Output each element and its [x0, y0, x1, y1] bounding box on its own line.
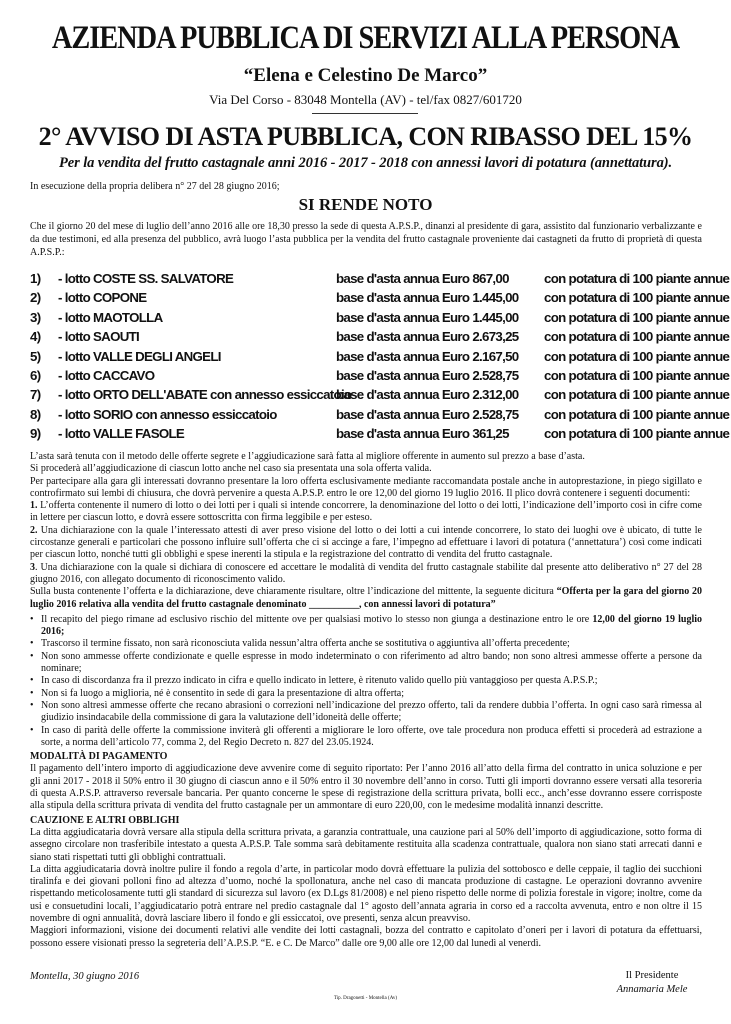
page-title: AZIENDA PUBBLICA DI SERVIZI ALLA PERSONA: [51, 20, 680, 56]
lot-name: - lotto SAOUTI: [58, 329, 140, 345]
rule-item: • Non si fa luogo a miglioria, né è consentito in sede di gara la presentazione di altra offerta;: [30, 688, 702, 700]
lot-number: 9): [30, 426, 41, 442]
institution-name: “Elena e Celestino De Marco”: [243, 65, 488, 86]
lot-row: [30, 329, 730, 348]
document-3: 3. Una dichiarazione con la quale si dichiara di conoscere ed accettare le modalità di vendita del frutto castagnale stabilite dal presente atto deliberativo n° 27 del 28 giugno 2016, con allegato documento di riconoscimento valido.: [30, 561, 702, 585]
notice-title: 2° AVVISO DI ASTA PUBBLICA, CON RIBASSO DEL 15%: [38, 122, 693, 151]
document-2: 2. Una dichiarazione con la quale l’interessato attesti di aver preso visione del lotto o dei lotti a cui intende concorrere, lo stato dei luoghi ove è ubicato, di tutte le circostanze generali e particolari che possono influire sull’offerta che ci si accinge a fare, l’impegno ad effettuare i lavori di potatura (‘annettatura’) così come indicati per ciascun lotto, nonché tutti gli obblighi e spese inerenti la stipula e la registrazione del contratto di vendita del frutto castagnale.: [30, 524, 702, 561]
lot-row: [30, 406, 730, 426]
section-heading: SI RENDE NOTO: [298, 195, 433, 214]
document-1: 1. L’offerta contenente il numero di lotto o dei lotti per i quali si intende concorrere, la denominazione del lotto o dei lotti, l’indicazione dell’importo così in cifre come in lettere per ciascun lotto, e dovrà essere sottoscritta con firma leggibile e per esteso.: [30, 500, 702, 524]
printer-credit: Tip. Dragonetti - Montella (Av): [333, 996, 398, 1001]
resolution-reference: In esecuzione della propria delibera n° 27 del 28 giugno 2016;: [30, 181, 280, 192]
lot-row: [30, 348, 730, 368]
obligations-text: La ditta aggiudicataria dovrà inoltre pulire il fondo a regola d’arte, in particolar modo dovrà effettuare la pulizia del sottobosco e delle ceppaie, il taglio dei succhioni tiralinfa e dei giovani polloni fino ad altezza d’uomo, noché la spollonatura, anche nel caso di mancata produzione di castagne. Le operazioni dovranno avvenire rispettando meticolosamente tutti gli standard di sicurezza sul lavoro (ex D.Lgs 81/2008) e nel pieno rispetto delle norme di polizia forestale in vigore; inoltre, come da usi e consuetudini locali, l’aggiudicatario potrà entrare nel predio castagnale dal 1° agosto dell’annata agraria in corso ed a raccolta avvenuta, entro e non oltre il 15 novembre di ogni annualità, dovrà lasciare libero il fondo e gli essiccatoi, ove presenti, senza alcun preavviso.: [30, 863, 702, 924]
rule-item: • Non sono ammesse offerte condizionate e quelle espresse in modo indeterminato o con riferimento ad altro bando; non sono altresì ammesse offerte a persone da nominare;: [30, 651, 702, 676]
lot-pruning: con potatura di 100 piante annue: [544, 406, 730, 422]
rule-item: • In caso di discordanza fra il prezzo indicato in cifra e quello indicato in lettere, è ritenuto valido quello più vantaggioso per questa A.P.S.P.;: [30, 675, 702, 687]
lot-base-price: base d'asta annua Euro 1.445,00: [336, 290, 519, 306]
lot-name: - lotto CACCAVO: [58, 367, 155, 383]
lot-name: - lotto COPONE: [58, 290, 147, 306]
lot-name: - lotto MAOTOLLA: [58, 309, 163, 325]
lot-row: [30, 309, 730, 329]
lot-pruning: con potatura di 100 piante annue: [544, 426, 730, 442]
lot-base-price: base d'asta annua Euro 361,25: [336, 426, 509, 442]
lot-row: [30, 290, 730, 309]
lot-pruning: con potatura di 100 piante annue: [544, 387, 730, 403]
lot-base-price: base d'asta annua Euro 2.312,00: [336, 387, 519, 403]
rules-list: [30, 614, 702, 749]
payment-text: Il pagamento dell’intero importo di aggiudicazione deve avvenire come di seguito riportato: Per l’anno 2016 all’atto della firma del contratto in unica soluzione e per gli anni 2017 - 2018 il 50% entro il 30 giugno di ciascun anno e il 50% entro il 30 novembre dell’anno in corso. Tutti gli importi dovranno essere versati alla tesoreria di questa A.P.S.P. attraverso reversale bancaria. Per quanto concerne le spese di registrazione della scrittura privata, bolli ecc., anch’esse dovranno essere corrisposte alla stipula della scrittura privata di vendita del frutto castagnale per un ammontare di euro 220,00, con le medesime modalità innanzi descritte.: [30, 763, 702, 812]
lots-list: [30, 271, 730, 446]
envelope-wording: Sulla busta contenente l’offerta e la dichiarazione, deve chiaramente risultare, oltre l’indicazione del mittente, la seguente dicitura “Offerta per la gara del giorno 20 luglio 2016 relativa alla vendita del frutto castagnale denominato __________, con annessi lavori di potatura”: [30, 586, 702, 610]
lot-name: - lotto VALLE FASOLE: [58, 426, 185, 442]
lot-base-price: base d'asta annua Euro 2.528,75: [336, 406, 519, 422]
lot-base-price: base d'asta annua Euro 2.167,50: [336, 348, 519, 364]
lot-row: [30, 271, 730, 290]
rule-item: • In caso di parità delle offerte la commissione inviterà gli offerenti a migliorare le loro offerte, ove tale procedura non produca effetti si procederà ad estrazione a sorte, a norma dell’articolo 77, comma 2, del Regio Decreto n. 827 del 23.05.1924.: [30, 725, 702, 750]
lot-row: [30, 426, 730, 445]
lot-name: - lotto ORTO DELL'ABATE con annesso essiccatoio: [58, 387, 352, 403]
lot-number: 5): [30, 348, 41, 364]
lot-pruning: con potatura di 100 piante annue: [544, 367, 730, 383]
intro-paragraph: Che il giorno 20 del mese di luglio dell’anno 2016 alle ore 18,30 presso la sede di questa A.P.S.P., dinanzi al presidente di gara, assistito dal funzionario verbalizzante e da due testimoni, ed alla presenza del pubblico, avrà luogo l’asta pubblica per la vendita del frutto castagnale proveniente dai castagneti da frutto di proprietà di questa A.P.S.P.:: [30, 221, 702, 258]
header-divider: [312, 113, 418, 114]
lot-number: 3): [30, 309, 41, 325]
lot-number: 4): [30, 329, 41, 345]
lot-number: 6): [30, 367, 41, 383]
lot-number: 2): [30, 290, 41, 306]
lot-row: [30, 387, 730, 406]
lot-pruning: con potatura di 100 piante annue: [544, 290, 730, 306]
lot-number: 1): [30, 271, 41, 286]
auction-method: L’asta sarà tenuta con il metodo delle offerte segrete e l’aggiudicazione sarà fatta al migliore offerente in aumento sul prezzo a base d’asta.: [30, 451, 585, 462]
lot-name: - lotto VALLE DEGLI ANGELI: [58, 348, 221, 364]
signatory-name: Annamaria Mele: [616, 984, 688, 995]
lot-name: - lotto COSTE SS. SALVATORE: [58, 271, 234, 286]
signatory-role: Il Presidente: [625, 970, 679, 981]
info-text: Maggiori informazioni, visione dei documenti relativi alle vendite dei lotti castagnali, bozza del contratto e capitolato d’oneri per i lavori di potatura da effettuarsi, possono essere visionati presso la segreteria dell’A.P.S.P. “E. e C. De Marco” dalle ore 9,00 alle ore 12,00 dal lunedì al venerdì.: [30, 925, 702, 949]
rule-item: • Non sono altresì ammesse offerte che recano abrasioni o correzioni nell’indicazione del prezzo offerto, tali da rendere dubbia l’offerta. In ogni caso sarà rimessa al giudizio insindacabile della commissione di gara la valutazione dell’idoneità delle offerte;: [30, 700, 702, 725]
lot-row: [30, 367, 730, 387]
lot-pruning: con potatura di 100 piante annue: [544, 271, 730, 286]
deposit-heading: CAUZIONE E ALTRI OBBLIGHI: [30, 814, 180, 826]
lot-number: 8): [30, 406, 41, 422]
notice-subject: Per la vendita del frutto castagnale anni 2016 - 2017 - 2018 con annessi lavori di potatura (annettatura).: [59, 155, 672, 171]
participation-rules: Per partecipare alla gara gli interessati dovranno presentare la loro offerta esclusivamente mediante raccomandata postale anche in autoprestazione, in piego sigillato e controfirmato sui lembi di chiusura, che dovrà pervenire a questa A.P.S.P. entro le ore 12,00 del giorno 19 luglio 2016. Il plico dovrà contenere i seguenti documenti:: [30, 475, 702, 499]
single-offer-rule: Si procederà all’aggiudicazione di ciascun lotto anche nel caso sia presentata una sola offerta valida.: [30, 463, 432, 475]
lot-pruning: con potatura di 100 piante annue: [544, 348, 730, 364]
lot-pruning: con potatura di 100 piante annue: [544, 329, 730, 345]
lot-pruning: con potatura di 100 piante annue: [544, 309, 730, 325]
lot-base-price: base d'asta annua Euro 2.528,75: [336, 367, 519, 383]
notice-body: [30, 451, 702, 950]
address-line: Via Del Corso - 83048 Montella (AV) - tel/fax 0827/601720: [209, 92, 522, 107]
rule-item: • Il recapito del piego rimane ad esclusivo rischio del mittente ove per qualsiasi motivo lo stesso non giunga a destinazione entro le ore 12,00 del giorno 19 luglio 2016;: [30, 614, 702, 639]
lot-number: 7): [30, 387, 41, 403]
lot-name: - lotto SORIO con annesso essiccatoio: [58, 406, 277, 422]
payment-heading: MODALITÀ DI PAGAMENTO: [30, 751, 168, 763]
lot-base-price: base d'asta annua Euro 2.673,25: [336, 329, 519, 345]
lot-base-price: base d'asta annua Euro 1.445,00: [336, 309, 519, 325]
place-date: Montella, 30 giugno 2016: [30, 971, 140, 982]
rule-item: • Trascorso il termine fissato, non sarà riconosciuta valida nessun’altra offerta anche se sostitutiva o aggiuntiva all’offerta precedente;: [30, 638, 702, 650]
lot-base-price: base d'asta annua Euro 867,00: [336, 271, 509, 286]
deposit-text: La ditta aggiudicataria dovrà versare alla stipula della scrittura privata, a garanzia contrattuale, una cauzione pari al 50% dell’importo di aggiudicazione, sotto forma di assegno circolare non trasferibile intestato a questa A.P.S.P. Tale somma sarà debitamente restituita alla scadenza contrattuale, qualora non siano stati arrecati danni e siano stati rispettati tutti gli obblighi contrattuali.: [30, 826, 702, 863]
